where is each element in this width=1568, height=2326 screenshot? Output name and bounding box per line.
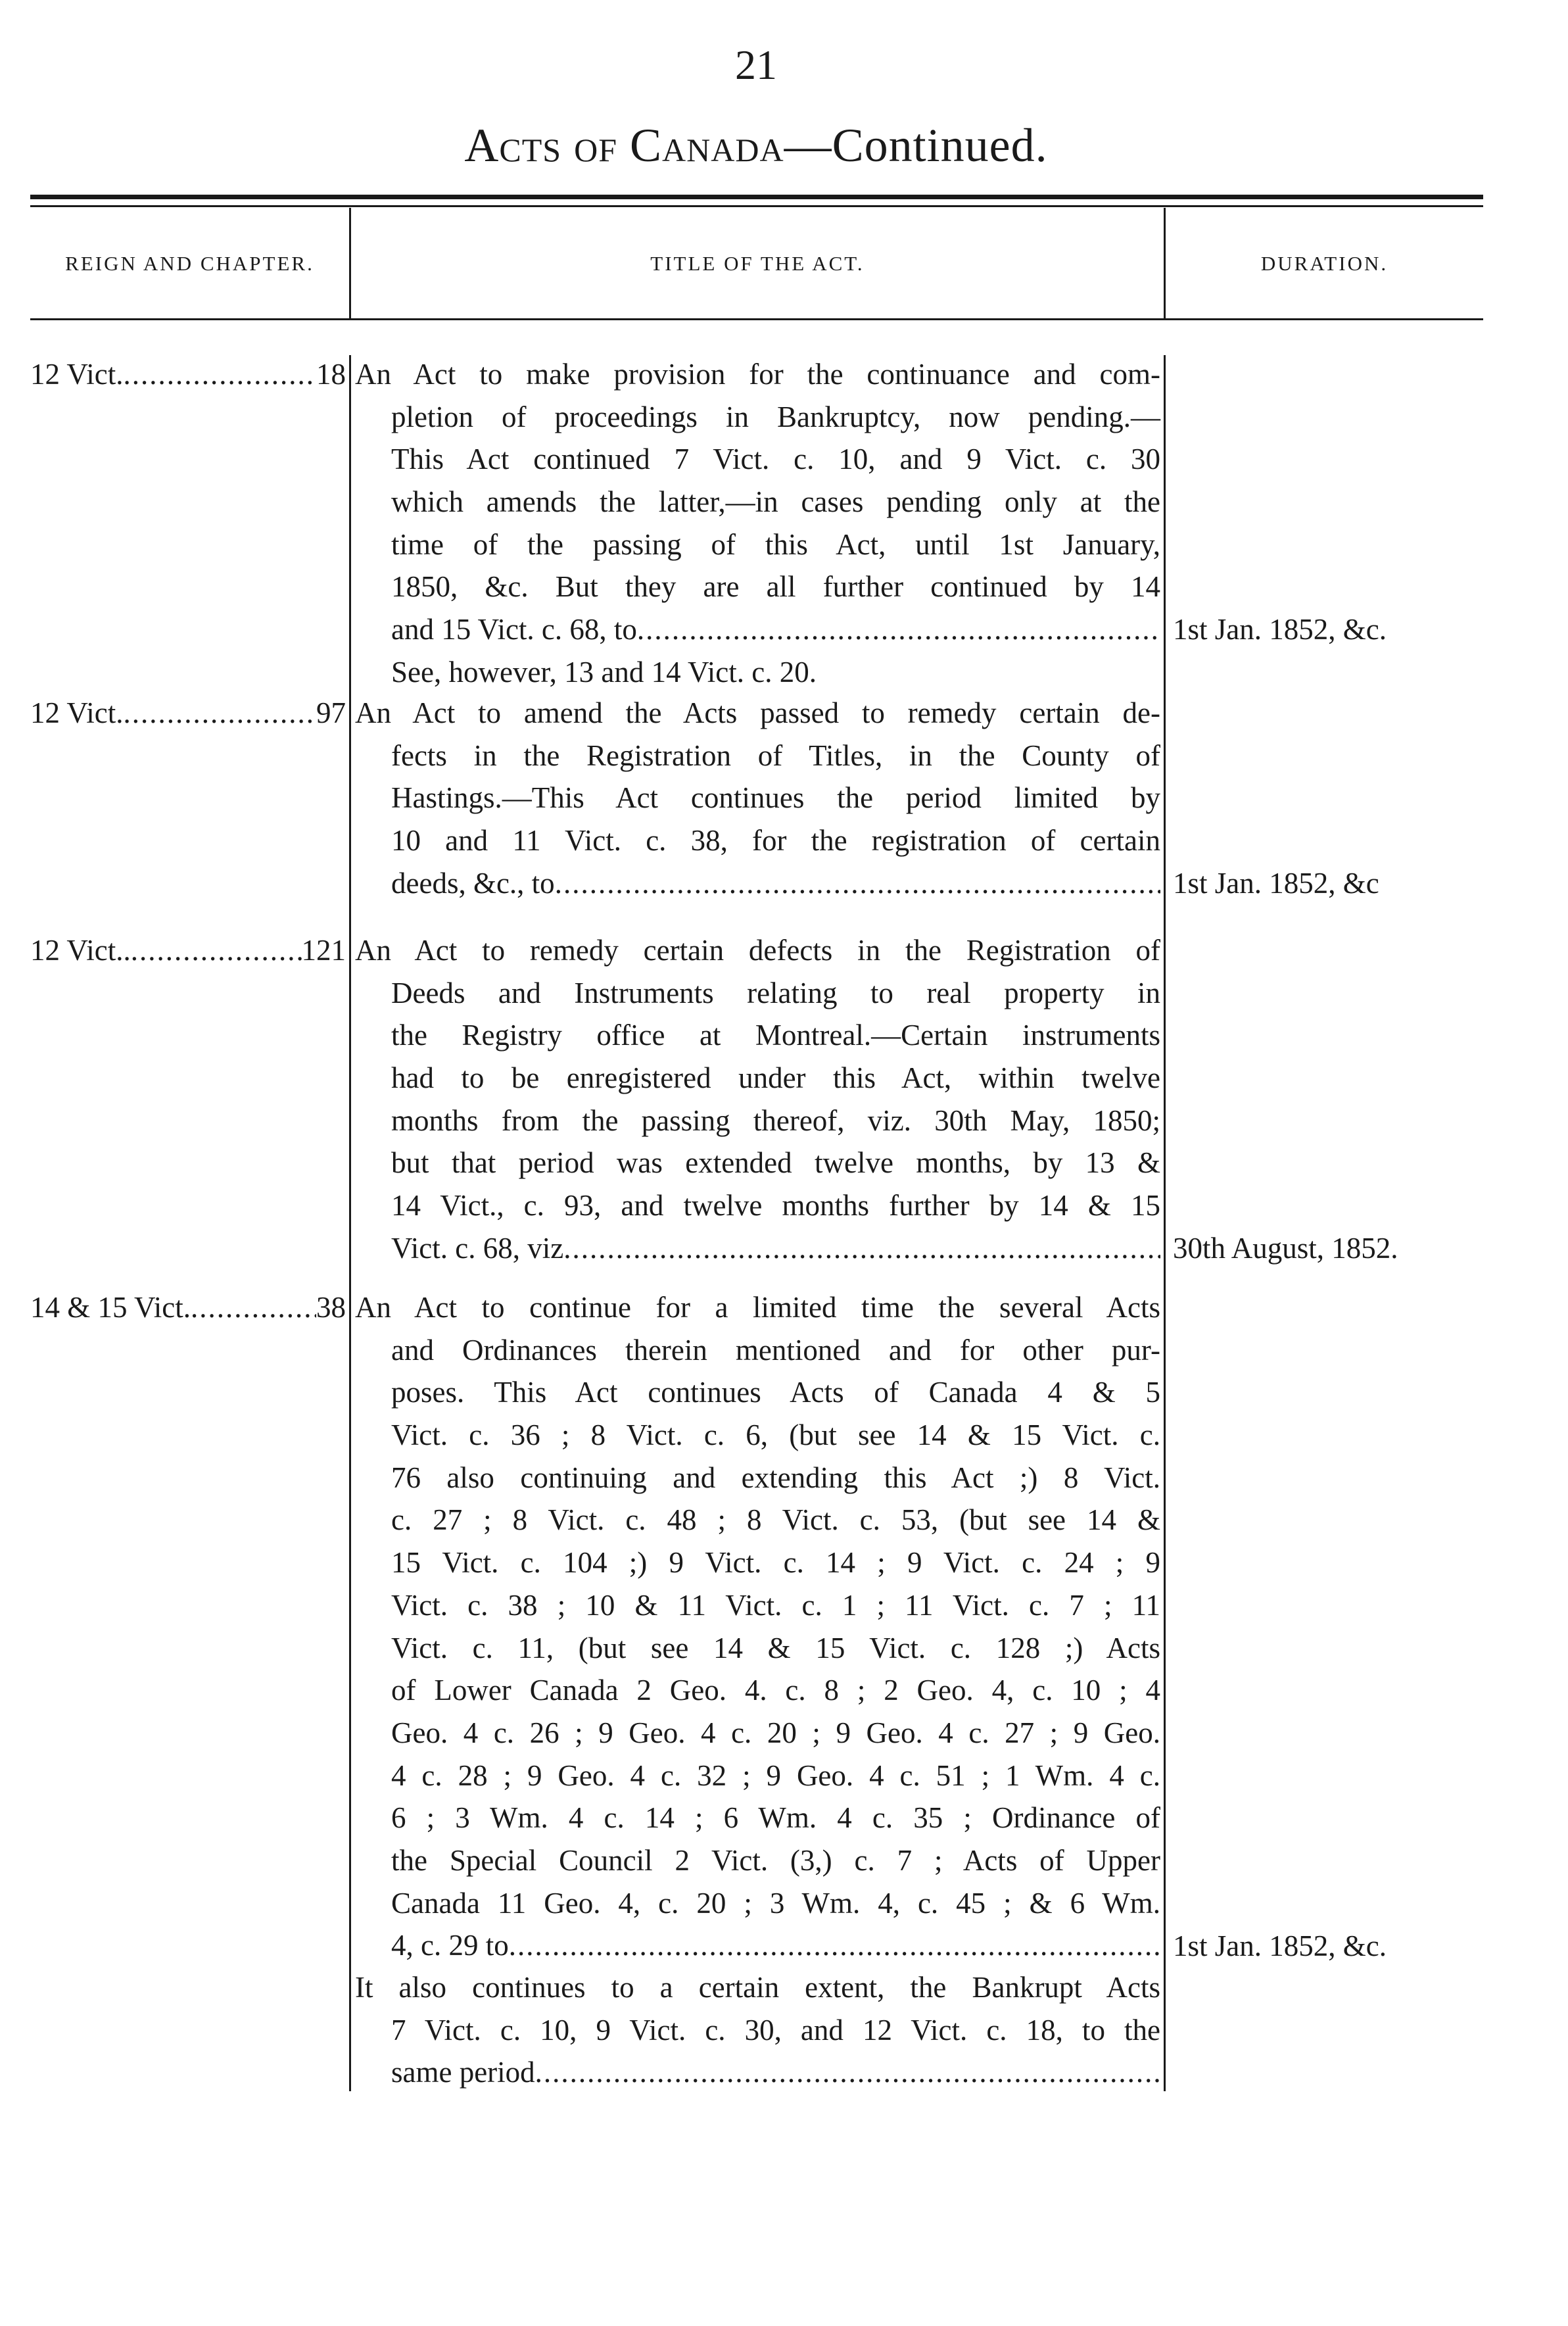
dot-leader (191, 1286, 316, 1329)
entry-title (355, 353, 1160, 694)
entry-title-line (355, 1184, 1160, 1227)
entry-title-text: Vict. c. 36 ; 8 Vict. c. 6, (but see 14 & 15 Vict. c. (391, 1418, 1160, 1452)
entry-title-line (355, 1924, 1160, 1967)
entry-title-line (355, 929, 1160, 972)
entry-title-line (355, 651, 1160, 694)
entry-title-text: of Lower Canada 2 Geo. 4. c. 8 ; 2 Geo. 4, c. 10 ; 4 (391, 1674, 1160, 1707)
entry-title-text: fects in the Registration of Titles, in the County of (391, 739, 1160, 772)
entry-title-text: 76 also continuing and extending this Act ;) 8 Vict. (391, 1461, 1160, 1494)
entry-title-line (355, 1057, 1160, 1100)
entry-title-line (355, 566, 1160, 608)
entry-title-text: An Act to remedy certain defects in the Registration of (355, 934, 1160, 967)
entry-title-line (355, 1627, 1160, 1670)
entry-title-text: Vict. c. 11, (but see 14 & 15 Vict. c. 128 ;) Acts (391, 1631, 1160, 1664)
entry-reign: 12 Vict. (30, 696, 124, 729)
entry-title-text: It also continues to a certain extent, the Bankrupt Acts (355, 1971, 1160, 2004)
entry-title-text: 6 ; 3 Wm. 4 c. 14 ; 6 Wm. 4 c. 35 ; Ordinance of (391, 1801, 1160, 1835)
entry-title-text: This Act continued 7 Vict. c. 10, and 9 Vict. c. 30 (391, 443, 1160, 476)
dot-leader (555, 862, 1160, 905)
dot-leader (563, 1227, 1160, 1270)
dot-leader (131, 929, 302, 972)
entry-title-text: Vict. c. 38 ; 10 & 11 Vict. c. 1 ; 11 Vict. c. 7 ; 11 (391, 1588, 1160, 1622)
entry-title-line (355, 1712, 1160, 1755)
entry-chapter: 18 (316, 358, 346, 391)
entry-reign-chapter (30, 1286, 346, 1329)
entry-title-line (355, 1014, 1160, 1057)
entry-title-line (355, 777, 1160, 819)
entry-title-text: but that period was extended twelve months, by 13 & (391, 1146, 1160, 1180)
entry-reign-chapter (30, 353, 346, 396)
entry-title-line (355, 1797, 1160, 1839)
entry-title-line (355, 1584, 1160, 1627)
entry-duration: 30th August, 1852. (1173, 1231, 1398, 1265)
entry-reign: 14 & 15 Vict. (30, 1291, 191, 1324)
entry-title-line (355, 608, 1160, 651)
page-title-main: Acts of Canada (464, 119, 784, 172)
entry-title-line (355, 819, 1160, 862)
entry-title (355, 692, 1160, 904)
entry-title-line (355, 972, 1160, 1015)
dot-leader (509, 1924, 1160, 1967)
page-number: 21 (735, 41, 777, 88)
column-header-reign: REIGN AND CHAPTER. (65, 252, 314, 275)
entry-title-text: the Special Council 2 Vict. (3,) c. 7 ; Acts of Upper (391, 1843, 1160, 1877)
entry-title-text: 15 Vict. c. 104 ;) 9 Vict. c. 14 ; 9 Vict. c. 24 ; 9 (391, 1546, 1160, 1580)
entry-title-text: months from the passing thereof, viz. 30th May, 1850; (391, 1103, 1160, 1137)
entry-title-text: An Act to make provision for the continuance and com- (355, 358, 1160, 391)
entry-title-line (355, 692, 1160, 735)
entry-title-text: 10 and 11 Vict. c. 38, for the registration of certain (391, 824, 1160, 858)
entry-reign-chapter (30, 929, 346, 972)
column-divider-left-body (349, 355, 351, 2091)
entry-chapter: 38 (316, 1291, 346, 1324)
column-header-duration: DURATION. (1260, 252, 1389, 275)
entry-title-line (355, 1227, 1160, 1270)
entry-title-text: poses. This Act continues Acts of Canada 4 & 5 (391, 1376, 1160, 1409)
entry-title-line (355, 1541, 1160, 1584)
entry-title-line (355, 1499, 1160, 1541)
entry-title-text: An Act to amend the Acts passed to remedy certain de- (355, 696, 1160, 729)
entry-reign-chapter (30, 692, 346, 735)
entry-chapter: 97 (316, 696, 346, 729)
column-header-title: TITLE OF THE ACT. (650, 252, 865, 275)
entry-title-line (355, 1100, 1160, 1142)
entry-title-text: 4, c. 29 to (391, 1929, 509, 1962)
entry-title-line (355, 862, 1160, 905)
column-divider-right-body (1164, 355, 1166, 2091)
entry-title-line (355, 1142, 1160, 1184)
entry-title-line (355, 1414, 1160, 1457)
dot-leader (535, 2051, 1160, 2094)
entry-title-line (355, 2051, 1160, 2094)
entry-chapter: 121 (301, 934, 346, 967)
entry-title-text: which amends the latter,—in cases pending only at the (391, 485, 1160, 519)
entry-title-line (355, 1329, 1160, 1372)
dot-leader (123, 353, 316, 396)
entry-title-text: pletion of proceedings in Bankruptcy, now pending.— (391, 400, 1160, 433)
entry-title-text: had to be enregistered under this Act, within twelve (391, 1061, 1160, 1095)
dot-leader (637, 608, 1160, 651)
entry-title-text: and 15 Vict. c. 68, to (391, 613, 637, 646)
entry-title-line (355, 523, 1160, 566)
entry-title-line (355, 1755, 1160, 1797)
entry-title-text: Canada 11 Geo. 4, c. 20 ; 3 Wm. 4, c. 45 ; & 6 Wm. (391, 1886, 1160, 1920)
entry-title (355, 1286, 1160, 1967)
entry-title-line (355, 2009, 1160, 2052)
entry-title-line (355, 438, 1160, 481)
entry-title-line (355, 1371, 1160, 1414)
entry-title-line (355, 1669, 1160, 1712)
header-bottom-rule (30, 318, 1483, 320)
entry-title-text: c. 27 ; 8 Vict. c. 48 ; 8 Vict. c. 53, (but see 14 & (391, 1503, 1160, 1537)
entry-title-text: Vict. c. 68, viz (391, 1231, 564, 1265)
entry-title-text: same period (391, 2056, 535, 2089)
entry-title-line (355, 396, 1160, 439)
entry-title-text: 14 Vict., c. 93, and twelve months further by 14 & 15 (391, 1189, 1160, 1223)
entry-title-line (355, 1839, 1160, 1882)
entry-title-line (355, 1966, 1160, 2009)
entry-title-line (355, 353, 1160, 396)
dot-leader (123, 692, 316, 735)
entry-title-line (355, 1286, 1160, 1329)
entry-reign: 12 Vict.. (30, 934, 131, 967)
entry-title-text: Deeds and Instruments relating to real property in (391, 976, 1160, 1009)
entry-title-text: time of the passing of this Act, until 1st January, (391, 527, 1160, 561)
table-top-rule-thin (30, 205, 1483, 207)
page-title (0, 118, 1512, 173)
entry-title-text: and Ordinances therein mentioned and for other pur- (391, 1333, 1160, 1367)
entry-title (355, 929, 1160, 1270)
entry-title (355, 1966, 1160, 2094)
entry-duration: 1st Jan. 1852, &c. (1173, 1929, 1387, 1962)
entry-title-text: Geo. 4 c. 26 ; 9 Geo. 4 c. 20 ; 9 Geo. 4 c. 27 ; 9 Geo. (391, 1716, 1160, 1749)
entry-title-text: 4 c. 28 ; 9 Geo. 4 c. 32 ; 9 Geo. 4 c. 51 ; 1 Wm. 4 c. (391, 1758, 1160, 1792)
entry-title-line (355, 1457, 1160, 1499)
page-title-suffix: —Continued. (784, 119, 1048, 172)
entry-title-text: Hastings.—This Act continues the period limited by (391, 781, 1160, 815)
entry-title-text: An Act to continue for a limited time the several Acts (355, 1291, 1160, 1324)
entry-title-text: deeds, &c., to (391, 866, 555, 900)
entry-title-text: the Registry office at Montreal.—Certain instruments (391, 1019, 1160, 1052)
entry-title-text: See, however, 13 and 14 Vict. c. 20. (391, 655, 817, 689)
entry-duration: 1st Jan. 1852, &c. (1173, 613, 1387, 646)
table-top-rule-thick (30, 195, 1483, 199)
entry-duration: 1st Jan. 1852, &c (1173, 866, 1379, 900)
entry-title-text: 7 Vict. c. 10, 9 Vict. c. 30, and 12 Vict. c. 18, to the (391, 2013, 1160, 2047)
entry-title-line (355, 1882, 1160, 1925)
entry-title-line (355, 735, 1160, 777)
entry-title-text: 1850, &c. But they are all further continued by 14 (391, 570, 1160, 604)
entry-title-line (355, 481, 1160, 523)
entry-reign: 12 Vict. (30, 358, 124, 391)
